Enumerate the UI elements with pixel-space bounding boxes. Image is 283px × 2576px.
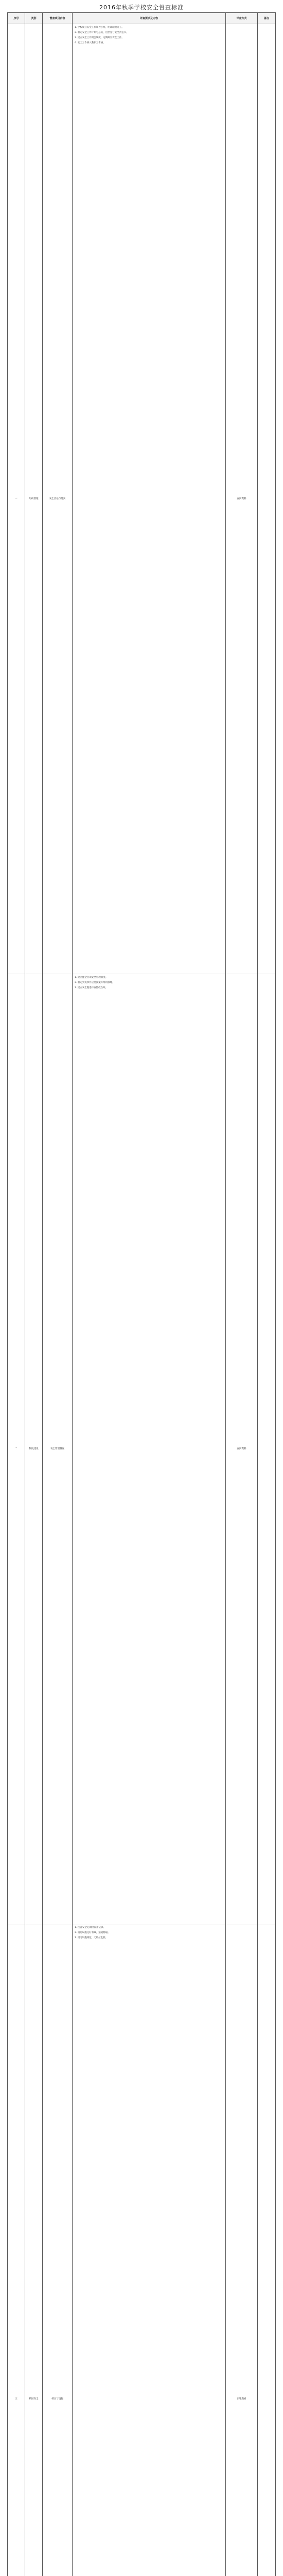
row-standard xyxy=(73,974,226,1924)
row-category: 组织管理 xyxy=(25,24,43,974)
row-no: 二 xyxy=(8,974,25,1924)
header-no: 序号 xyxy=(8,13,25,24)
header-standard: 评查要求及内容 xyxy=(73,13,226,24)
standard-item: 2. 制定突发事件应急预案并组织演练。 xyxy=(75,981,115,984)
row-method: 查阅资料 xyxy=(226,974,258,1924)
row-category: 校园安全 xyxy=(25,1924,43,2576)
row-score xyxy=(258,1924,275,2576)
row-standard xyxy=(73,24,226,974)
row-method: 实地查看 xyxy=(226,1924,258,2576)
header-category: 类别 xyxy=(25,13,43,24)
inspection-table xyxy=(7,12,276,2576)
row-method: 查阅资料 xyxy=(226,24,258,974)
row-category: 制度建设 xyxy=(25,974,43,1924)
document-title: 2016年秋季学校安全督查标准 xyxy=(99,4,184,11)
row-project: 安全管理制度 xyxy=(43,974,73,1924)
table-header-row xyxy=(8,13,275,24)
table-row xyxy=(8,974,275,1924)
row-project: 安全责任与落实 xyxy=(43,24,73,974)
row-standard xyxy=(73,1924,226,2576)
standard-item: 2. 消防设施完好有效，通道畅通。 xyxy=(75,1931,110,1934)
standard-item: 3. 建立安全工作例会制度，定期研究安全工作。 xyxy=(75,37,124,39)
standard-item: 4. 安全工作纳入教职工考核。 xyxy=(75,42,105,44)
row-no: 三 xyxy=(8,1924,25,2576)
row-no: 一 xyxy=(8,24,25,974)
header-score: 备注 xyxy=(263,16,269,20)
standard-item: 2. 制定安全工作计划与总结，层层签订安全责任书。 xyxy=(75,31,129,34)
standard-item: 1. 建立健全各项安全管理制度。 xyxy=(75,976,108,979)
header-method: 评查方式 xyxy=(226,13,258,24)
standard-item: 3. 用电设施规范，无私拉乱接。 xyxy=(75,1937,108,1939)
table-row xyxy=(8,24,275,974)
row-score xyxy=(258,974,275,1924)
row-project: 校舍与设施 xyxy=(43,1924,73,2576)
standard-item: 1. 学校成立安全工作领导小组，明确职责分工。 xyxy=(75,26,124,29)
standard-item: 1. 校舍安全定期检查并记录。 xyxy=(75,1926,105,1929)
row-score xyxy=(258,24,275,974)
table-row xyxy=(8,1924,275,2576)
header-project: 督查项目内容 xyxy=(43,13,73,24)
standard-item: 3. 建立安全隐患排查整改台账。 xyxy=(75,987,108,989)
